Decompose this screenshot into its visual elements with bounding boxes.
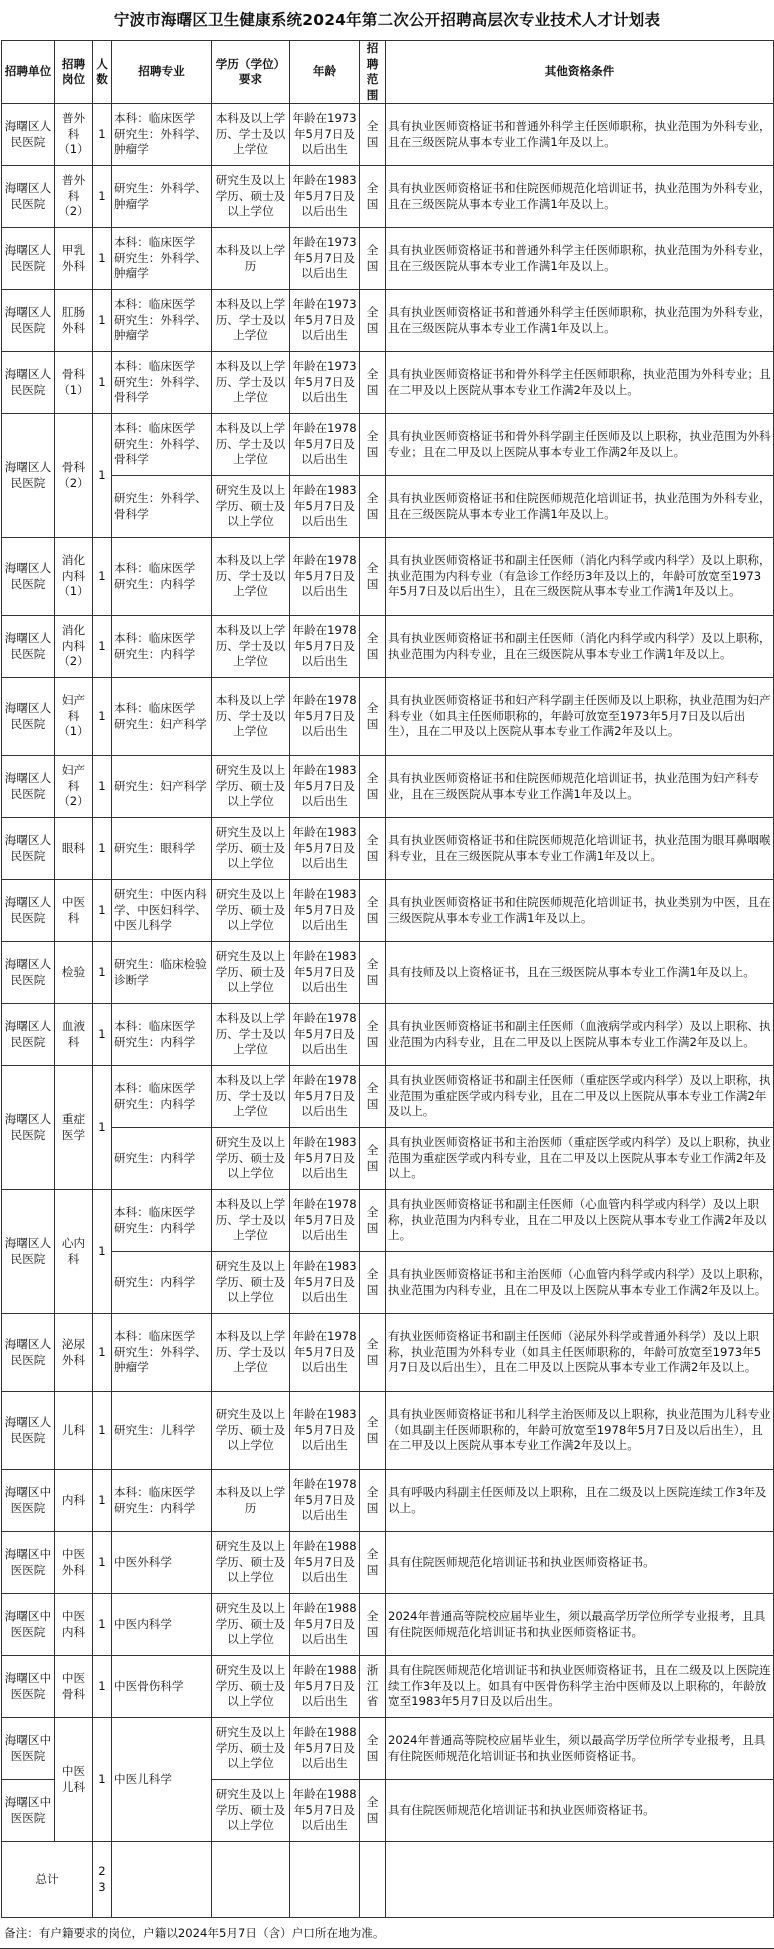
table-row bbox=[2, 616, 774, 678]
cell-education: 研究生及以上学历、硕士及以上学位 bbox=[212, 756, 290, 818]
cell-major: 本科：临床医学 研究生：内科学 bbox=[112, 1190, 212, 1252]
cell-conditions: 具有住院医师规范化培训证书和执业医师资格证书。 bbox=[386, 1532, 774, 1594]
cell-conditions: 具有执业医师资格证书和住院医师规范化培训证书，执业范围为妇产科专业，且在三级医院从事本专业工作满1年及以上。 bbox=[386, 756, 774, 818]
table-row bbox=[2, 538, 774, 616]
cell-education: 研究生及以上学历、硕士及以上学位 bbox=[212, 1718, 290, 1780]
cell-age: 年龄在1978年5月7日及以后出生 bbox=[290, 414, 360, 476]
cell-education: 研究生及以上学历、硕士及以上学位 bbox=[212, 1532, 290, 1594]
cell-age: 年龄在1983年5月7日及以后出生 bbox=[290, 1128, 360, 1190]
cell-age: 年龄在1983年5月7日及以后出生 bbox=[290, 818, 360, 880]
header-scope: 招聘范围 bbox=[360, 41, 386, 104]
cell-age: 年龄在1973年5月7日及以后出生 bbox=[290, 352, 360, 414]
total-value: 23 bbox=[93, 1842, 112, 1918]
cell-scope: 全国 bbox=[360, 414, 386, 476]
cell-unit: 海曙区人民医院 bbox=[2, 1392, 55, 1470]
header-age: 年龄 bbox=[290, 41, 360, 104]
cell-education: 本科及以上学历、学士及以上学位 bbox=[212, 1004, 290, 1066]
cell-unit: 海曙区人民医院 bbox=[2, 290, 55, 352]
cell-count: 1 bbox=[93, 616, 112, 678]
cell-unit: 海曙区人民医院 bbox=[2, 880, 55, 942]
cell-conditions: 具有执业医师资格证书和普通外科学主任医师职称，执业范围为外科专业，且在三级医院从事本专业工作满1年及以上。 bbox=[386, 290, 774, 352]
cell-position: 普外科（1） bbox=[55, 104, 93, 166]
total-label: 总计 bbox=[2, 1842, 93, 1918]
table-row bbox=[2, 1594, 774, 1656]
cell-count: 1 bbox=[93, 756, 112, 818]
total-empty bbox=[360, 1842, 386, 1918]
cell-major: 研究生：外科学、肿瘤学 bbox=[112, 166, 212, 228]
cell-education: 研究生及以上学历、硕士及以上学位 bbox=[212, 1392, 290, 1470]
cell-major: 研究生：儿科学 bbox=[112, 1392, 212, 1470]
cell-major: 本科：临床医学 研究生：外科学、肿瘤学 bbox=[112, 1314, 212, 1392]
cell-age: 年龄在1973年5月7日及以后出生 bbox=[290, 290, 360, 352]
cell-unit: 海曙区人民医院 bbox=[2, 678, 55, 756]
header-unit: 招聘单位 bbox=[2, 41, 55, 104]
cell-conditions: 具有技师及以上资格证书，且在三级医院从事本专业工作满1年及以上。 bbox=[386, 942, 774, 1004]
cell-unit: 海曙区人民医院 bbox=[2, 228, 55, 290]
cell-unit: 海曙区人民医院 bbox=[2, 104, 55, 166]
cell-conditions: 具有执业医师资格证书和骨外科学副主任医师及以上职称，执业范围为外科专业；且在二甲及以上医院从事本专业工作满2年及以上。 bbox=[386, 414, 774, 476]
cell-major: 中医内科学 bbox=[112, 1594, 212, 1656]
cell-conditions: 具有执业医师资格证书和主治医师（重症医学或内科学）及以上职称，执业范围为重症医学或内科专业，且在二甲及以上医院从事本专业工作满2年及以上。 bbox=[386, 1128, 774, 1190]
cell-major: 本科：临床医学 研究生：外科学、肿瘤学 bbox=[112, 228, 212, 290]
cell-education: 本科及以上学历、学士及以上学位 bbox=[212, 290, 290, 352]
cell-position: 肛肠外科 bbox=[55, 290, 93, 352]
cell-age: 年龄在1988年5月7日及以后出生 bbox=[290, 1594, 360, 1656]
cell-age: 年龄在1983年5月7日及以后出生 bbox=[290, 1392, 360, 1470]
total-empty bbox=[212, 1842, 290, 1918]
cell-position: 心内科 bbox=[55, 1190, 93, 1314]
cell-scope: 全国 bbox=[360, 942, 386, 1004]
table-row bbox=[2, 290, 774, 352]
cell-count: 1 bbox=[93, 1066, 112, 1190]
footnote: 备注：有户籍要求的岗位，户籍以2024年5月7日（含）户口所在地为准。 bbox=[0, 1918, 774, 1949]
cell-education: 研究生及以上学历、硕士及以上学位 bbox=[212, 818, 290, 880]
table-row bbox=[2, 1532, 774, 1594]
table-row bbox=[2, 166, 774, 228]
cell-scope: 全国 bbox=[360, 290, 386, 352]
cell-conditions: 具有执业医师资格证书和副主任医师（心血管内科学或内科学）及以上职称，执业范围为内科专业，且在二甲及以上医院从事本专业工作满2年及以上。 bbox=[386, 1190, 774, 1252]
cell-education: 本科及以上学历、学士及以上学位 bbox=[212, 616, 290, 678]
cell-age: 年龄在1988年5月7日及以后出生 bbox=[290, 1532, 360, 1594]
cell-position: 眼科 bbox=[55, 818, 93, 880]
cell-conditions: 具有执业医师资格证书和儿科学主治医师及以上职称，执业范围为儿科专业（如具副主任医师职称的，年龄可放宽至1978年5月7日及以后出生），且在二甲及以上医院从事本专业工作满2年及以上。 bbox=[386, 1392, 774, 1470]
cell-age: 年龄在1983年5月7日及以后出生 bbox=[290, 1252, 360, 1314]
cell-conditions: 有执业医师资格证书和副主任医师（泌尿外科学或普通外科学）及以上职称，执业范围为外科专业（如具主任医师职称的，年龄可放宽至1973年5月7日及以后出生），且在二甲及以上医院从事本专业工作满2年及以上。 bbox=[386, 1314, 774, 1392]
cell-major: 中医骨伤科学 bbox=[112, 1656, 212, 1718]
cell-position: 消化内科（1） bbox=[55, 538, 93, 616]
cell-education: 本科及以上学历、学士及以上学位 bbox=[212, 678, 290, 756]
cell-conditions: 具有执业医师资格证书和住院医师规范化培训证书，执业范围为眼耳鼻咽喉科专业，且在三级医院从事本专业工作满1年及以上。 bbox=[386, 818, 774, 880]
table-row bbox=[2, 1004, 774, 1066]
cell-scope: 全国 bbox=[360, 616, 386, 678]
cell-conditions: 具有执业医师资格证书和副主任医师（重症医学或内科学）及以上职称，执业范围为重症医学或内科专业，且在二甲及以上医院从事本专业工作满2年及以上。 bbox=[386, 1066, 774, 1128]
cell-unit: 海曙区人民医院 bbox=[2, 818, 55, 880]
cell-unit: 海曙区人民医院 bbox=[2, 1314, 55, 1392]
cell-scope: 全国 bbox=[360, 1252, 386, 1314]
cell-education: 研究生及以上学历、硕士及以上学位 bbox=[212, 166, 290, 228]
cell-major: 本科：临床医学 研究生：外科学、肿瘤学 bbox=[112, 290, 212, 352]
cell-count: 1 bbox=[93, 538, 112, 616]
cell-conditions: 具有执业医师资格证书和副主任医师（血液病学或内科学）及以上职称、执业范围为内科专业，且在二甲及以上医院从事本专业工作满2年及以上。 bbox=[386, 1004, 774, 1066]
cell-education: 本科及以上学历、学士及以上学位 bbox=[212, 1190, 290, 1252]
cell-age: 年龄在1978年5月7日及以后出生 bbox=[290, 1470, 360, 1532]
cell-age: 年龄在1983年5月7日及以后出生 bbox=[290, 476, 360, 538]
cell-scope: 全国 bbox=[360, 1718, 386, 1780]
cell-count: 1 bbox=[93, 1718, 112, 1842]
table-row bbox=[2, 1314, 774, 1392]
cell-unit: 海曙区人民医院 bbox=[2, 942, 55, 1004]
table-row bbox=[2, 942, 774, 1004]
cell-age: 年龄在1978年5月7日及以后出生 bbox=[290, 1066, 360, 1128]
cell-age: 年龄在1978年5月7日及以后出生 bbox=[290, 678, 360, 756]
cell-major: 研究生：内科学 bbox=[112, 1252, 212, 1314]
table-row bbox=[2, 678, 774, 756]
cell-scope: 全国 bbox=[360, 756, 386, 818]
table-row bbox=[2, 1718, 774, 1780]
cell-education: 本科及以上学历 bbox=[212, 1470, 290, 1532]
cell-position: 消化内科（2） bbox=[55, 616, 93, 678]
cell-unit: 海曙区人民医院 bbox=[2, 1190, 55, 1314]
cell-education: 研究生及以上学历、硕士及以上学位 bbox=[212, 880, 290, 942]
total-row bbox=[2, 1842, 774, 1918]
header-count: 人数 bbox=[93, 41, 112, 104]
cell-count: 1 bbox=[93, 1532, 112, 1594]
header-conditions: 其他资格条件 bbox=[386, 41, 774, 104]
cell-major: 研究生：眼科学 bbox=[112, 818, 212, 880]
cell-scope: 全国 bbox=[360, 1128, 386, 1190]
cell-conditions: 具有执业医师资格证书和普通外科学主任医师职称，执业范围为外科专业，且在三级医院从事本专业工作满1年及以上。 bbox=[386, 228, 774, 290]
cell-age: 年龄在1978年5月7日及以后出生 bbox=[290, 1314, 360, 1392]
cell-unit: 海曙区人民医院 bbox=[2, 756, 55, 818]
cell-conditions: 具有住院医师规范化培训证书和执业医师资格证书。 bbox=[386, 1780, 774, 1842]
cell-education: 本科及以上学历、学士及以上学位 bbox=[212, 1066, 290, 1128]
cell-major: 本科：临床医学 研究生：内科学 bbox=[112, 1004, 212, 1066]
cell-conditions: 具有执业医师资格证书和骨外科学主任医师职称，执业范围为外科专业；且在二甲及以上医院从事本专业工作满2年及以上。 bbox=[386, 352, 774, 414]
table-row bbox=[2, 1392, 774, 1470]
cell-position: 妇产科（1） bbox=[55, 678, 93, 756]
cell-conditions: 2024年普通高等院校应届毕业生，须以最高学历学位所学专业报考，且具有住院医师规范化培训证书和执业医师资格证书。 bbox=[386, 1594, 774, 1656]
cell-scope: 浙江省 bbox=[360, 1656, 386, 1718]
cell-conditions: 具有执业医师资格证书和副主任医师（消化内科学或内科学）及以上职称，执业范围为内科专业（有急诊工作经历3年及以上的，年龄可放宽至1973年5月7日及以后出生），且在三级医院从事本专业工作满1年及以上。 bbox=[386, 538, 774, 616]
cell-education: 本科及以上学历、学士及以上学位 bbox=[212, 1314, 290, 1392]
cell-scope: 全国 bbox=[360, 1190, 386, 1252]
cell-scope: 全国 bbox=[360, 1470, 386, 1532]
cell-conditions: 具有住院医师规范化培训证书和执业医师资格证书，且在二级及以上医院连续工作3年及以上。如具有中医骨伤科学主治中医师及以上职称的，年龄放宽至1983年5月7日及以后出生。 bbox=[386, 1656, 774, 1718]
cell-scope: 全国 bbox=[360, 166, 386, 228]
cell-major: 研究生：外科学、骨科学 bbox=[112, 476, 212, 538]
recruitment-table bbox=[1, 40, 774, 1918]
cell-major: 研究生：临床检验诊断学 bbox=[112, 942, 212, 1004]
table-row bbox=[2, 104, 774, 166]
table-row bbox=[2, 1470, 774, 1532]
cell-count: 1 bbox=[93, 228, 112, 290]
cell-position: 甲乳外科 bbox=[55, 228, 93, 290]
cell-unit: 海曙区中医医院 bbox=[2, 1470, 55, 1532]
cell-position: 儿科 bbox=[55, 1392, 93, 1470]
page-title: 宁波市海曙区卫生健康系统2024年第二次公开招聘高层次专业技术人才计划表 bbox=[113, 11, 661, 29]
cell-age: 年龄在1988年5月7日及以后出生 bbox=[290, 1780, 360, 1842]
cell-education: 本科及以上学历、学士及以上学位 bbox=[212, 352, 290, 414]
cell-education: 研究生及以上学历、硕士及以上学位 bbox=[212, 1128, 290, 1190]
cell-scope: 全国 bbox=[360, 1004, 386, 1066]
cell-unit: 海曙区人民医院 bbox=[2, 538, 55, 616]
cell-scope: 全国 bbox=[360, 476, 386, 538]
cell-age: 年龄在1978年5月7日及以后出生 bbox=[290, 1190, 360, 1252]
cell-count: 1 bbox=[93, 818, 112, 880]
cell-major: 本科：临床医学 研究生：外科学、肿瘤学 bbox=[112, 104, 212, 166]
cell-count: 1 bbox=[93, 1004, 112, 1066]
cell-education: 研究生及以上学历、硕士及以上学位 bbox=[212, 1594, 290, 1656]
cell-education: 研究生及以上学历、硕士及以上学位 bbox=[212, 1780, 290, 1842]
cell-position: 中医儿科 bbox=[55, 1718, 93, 1842]
cell-count: 1 bbox=[93, 290, 112, 352]
cell-scope: 全国 bbox=[360, 1314, 386, 1392]
cell-position: 重症医学 bbox=[55, 1066, 93, 1190]
cell-scope: 全国 bbox=[360, 678, 386, 756]
cell-count: 1 bbox=[93, 1656, 112, 1718]
cell-education: 研究生及以上学历、硕士及以上学位 bbox=[212, 476, 290, 538]
table-row bbox=[2, 880, 774, 942]
cell-count: 1 bbox=[93, 104, 112, 166]
cell-count: 1 bbox=[93, 414, 112, 538]
cell-scope: 全国 bbox=[360, 228, 386, 290]
cell-major: 研究生：妇产科学 bbox=[112, 756, 212, 818]
cell-conditions: 具有执业医师资格证书和住院医师规范化培训证书，执业范围为外科专业，且在三级医院从事本专业工作满1年及以上。 bbox=[386, 166, 774, 228]
table-row bbox=[2, 756, 774, 818]
cell-major: 本科：临床医学 研究生：内科学 bbox=[112, 538, 212, 616]
cell-position: 骨科（1） bbox=[55, 352, 93, 414]
cell-count: 1 bbox=[93, 166, 112, 228]
total-empty bbox=[112, 1842, 212, 1918]
cell-conditions: 具有执业医师资格证书和普通外科学主任医师职称，执业范围为外科专业，且在三级医院从事本专业工作满1年及以上。 bbox=[386, 104, 774, 166]
cell-conditions: 具有执业医师资格证书和住院医师规范化培训证书，执业范围为外科专业，且在三级医院从事本专业工作满1年及以上。 bbox=[386, 476, 774, 538]
cell-scope: 全国 bbox=[360, 1066, 386, 1128]
table-row bbox=[2, 818, 774, 880]
cell-count: 1 bbox=[93, 880, 112, 942]
cell-scope: 全国 bbox=[360, 1532, 386, 1594]
cell-unit: 海曙区人民医院 bbox=[2, 1004, 55, 1066]
table-row bbox=[2, 476, 774, 538]
cell-conditions: 2024年普通高等院校应届毕业生，须以最高学历学位所学专业报考，且具有住院医师规范化培训证书和执业医师资格证书。 bbox=[386, 1718, 774, 1780]
table-row bbox=[2, 1656, 774, 1718]
cell-education: 研究生及以上学历、硕士及以上学位 bbox=[212, 942, 290, 1004]
cell-major: 本科：临床医学 研究生：内科学 bbox=[112, 616, 212, 678]
cell-conditions: 具有执业医师资格证书和妇产科学副主任医师及以上职称，执业范围为妇产科专业（如具主任医师职称的，年龄可放宽至1973年5月7日及以后出生），且在二甲及以上医院从事本专业工作满2年及以上。 bbox=[386, 678, 774, 756]
cell-education: 本科及以上学历、学士及以上学位 bbox=[212, 104, 290, 166]
header-education: 学历（学位）要求 bbox=[212, 41, 290, 104]
cell-age: 年龄在1983年5月7日及以后出生 bbox=[290, 942, 360, 1004]
cell-age: 年龄在1983年5月7日及以后出生 bbox=[290, 756, 360, 818]
cell-position: 检验 bbox=[55, 942, 93, 1004]
table-row bbox=[2, 1128, 774, 1190]
table-row bbox=[2, 1190, 774, 1252]
cell-major: 本科：临床医学 研究生：外科学、骨科学 bbox=[112, 414, 212, 476]
cell-conditions: 具有执业医师资格证书和住院医师规范化培训证书，执业类别为中医，且在三级医院从事本专业工作满1年及以上。 bbox=[386, 880, 774, 942]
header-major: 招聘专业 bbox=[112, 41, 212, 104]
cell-scope: 全国 bbox=[360, 880, 386, 942]
cell-major: 本科：临床医学 研究生：内科学 bbox=[112, 1066, 212, 1128]
cell-count: 1 bbox=[93, 352, 112, 414]
total-empty bbox=[386, 1842, 774, 1918]
cell-count: 1 bbox=[93, 1594, 112, 1656]
cell-unit: 海曙区中医医院 bbox=[2, 1532, 55, 1594]
cell-count: 1 bbox=[93, 1190, 112, 1314]
cell-age: 年龄在1973年5月7日及以后出生 bbox=[290, 228, 360, 290]
cell-scope: 全国 bbox=[360, 1594, 386, 1656]
cell-age: 年龄在1978年5月7日及以后出生 bbox=[290, 1004, 360, 1066]
table-row bbox=[2, 228, 774, 290]
cell-unit: 海曙区人民医院 bbox=[2, 166, 55, 228]
cell-unit: 海曙区中医医院 bbox=[2, 1656, 55, 1718]
cell-major: 研究生：中医内科学、中医妇科学、中医儿科学 bbox=[112, 880, 212, 942]
cell-major: 中医外科学 bbox=[112, 1532, 212, 1594]
cell-unit: 海曙区人民医院 bbox=[2, 1066, 55, 1190]
header-position: 招聘岗位 bbox=[55, 41, 93, 104]
cell-age: 年龄在1978年5月7日及以后出生 bbox=[290, 616, 360, 678]
cell-position: 中医内科 bbox=[55, 1594, 93, 1656]
cell-position: 中医骨科 bbox=[55, 1656, 93, 1718]
cell-conditions: 具有呼吸内科副主任医师及以上职称，且在二级及以上医院连续工作3年及以上。 bbox=[386, 1470, 774, 1532]
cell-age: 年龄在1973年5月7日及以后出生 bbox=[290, 104, 360, 166]
cell-scope: 全国 bbox=[360, 818, 386, 880]
cell-position: 泌尿外科 bbox=[55, 1314, 93, 1392]
cell-unit: 海曙区人民医院 bbox=[2, 616, 55, 678]
cell-major: 本科：临床医学 研究生：外科学、骨科学 bbox=[112, 352, 212, 414]
cell-position: 中医外科 bbox=[55, 1532, 93, 1594]
cell-unit: 海曙区人民医院 bbox=[2, 352, 55, 414]
cell-conditions: 具有执业医师资格证书和副主任医师（消化内科学或内科学）及以上职称，执业范围为内科专业，且在三级医院从事本专业工作满1年及以上。 bbox=[386, 616, 774, 678]
cell-scope: 全国 bbox=[360, 352, 386, 414]
cell-age: 年龄在1983年5月7日及以后出生 bbox=[290, 166, 360, 228]
table-row bbox=[2, 1252, 774, 1314]
cell-count: 1 bbox=[93, 1470, 112, 1532]
cell-age: 年龄在1988年5月7日及以后出生 bbox=[290, 1656, 360, 1718]
cell-age: 年龄在1983年5月7日及以后出生 bbox=[290, 880, 360, 942]
cell-unit: 海曙区中医医院 bbox=[2, 1594, 55, 1656]
cell-major: 本科：临床医学 研究生：内科学 bbox=[112, 1470, 212, 1532]
cell-position: 普外科（2） bbox=[55, 166, 93, 228]
cell-education: 研究生及以上学历、硕士及以上学位 bbox=[212, 1656, 290, 1718]
cell-major: 中医儿科学 bbox=[112, 1718, 212, 1842]
total-empty bbox=[290, 1842, 360, 1918]
cell-education: 本科及以上学历、学士及以上学位 bbox=[212, 538, 290, 616]
cell-unit: 海曙区人民医院 bbox=[2, 414, 55, 538]
cell-scope: 全国 bbox=[360, 538, 386, 616]
cell-age: 年龄在1988年5月7日及以后出生 bbox=[290, 1718, 360, 1780]
cell-count: 1 bbox=[93, 678, 112, 756]
cell-position: 血液科 bbox=[55, 1004, 93, 1066]
cell-scope: 全国 bbox=[360, 104, 386, 166]
cell-position: 内科 bbox=[55, 1470, 93, 1532]
table-row bbox=[2, 414, 774, 476]
table-header-row bbox=[2, 41, 774, 104]
cell-education: 本科及以上学历 bbox=[212, 228, 290, 290]
cell-count: 1 bbox=[93, 1314, 112, 1392]
table-body bbox=[2, 104, 774, 1842]
cell-position: 妇产科（2） bbox=[55, 756, 93, 818]
cell-count: 1 bbox=[93, 1392, 112, 1470]
cell-age: 年龄在1978年5月7日及以后出生 bbox=[290, 538, 360, 616]
cell-unit: 海曙区中医医院 bbox=[2, 1718, 55, 1780]
cell-unit: 海曙区中医医院 bbox=[2, 1780, 55, 1842]
cell-education: 研究生及以上学历、硕士及以上学位 bbox=[212, 1252, 290, 1314]
cell-scope: 全国 bbox=[360, 1392, 386, 1470]
cell-major: 本科：临床医学 研究生：妇产科学 bbox=[112, 678, 212, 756]
table-row bbox=[2, 1066, 774, 1128]
cell-position: 骨科（2） bbox=[55, 414, 93, 538]
cell-scope: 全国 bbox=[360, 1780, 386, 1842]
cell-position: 中医科 bbox=[55, 880, 93, 942]
table-row bbox=[2, 352, 774, 414]
cell-count: 1 bbox=[93, 942, 112, 1004]
cell-conditions: 具有执业医师资格证书和主治医师（心血管内科学或内科学）及以上职称，执业范围为内科专业，且在二甲及以上医院从事本专业工作满2年及以上。 bbox=[386, 1252, 774, 1314]
cell-major: 研究生：内科学 bbox=[112, 1128, 212, 1190]
cell-education: 本科及以上学历、学士及以上学位 bbox=[212, 414, 290, 476]
